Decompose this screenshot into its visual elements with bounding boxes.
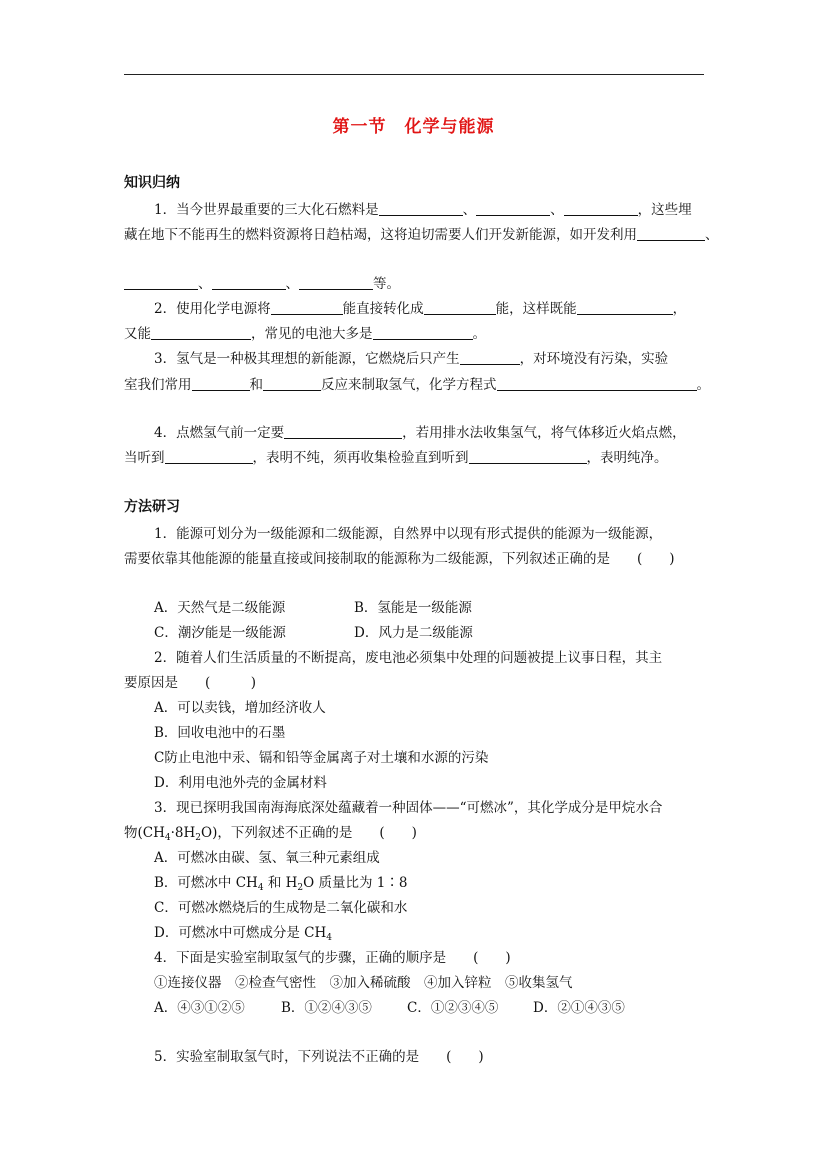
m4-line1: 4．下面是实验室制取氢气的步骤，正确的顺序是 ( )	[154, 950, 511, 966]
q1-text-b: ，这些埋	[637, 202, 692, 218]
m2-option-a: A．可以卖钱，增加经济收人	[154, 700, 326, 716]
m3-formula-sub-2: 2	[195, 833, 201, 843]
m3-optb-sub-2: 2	[297, 883, 304, 893]
m3-option-d	[154, 921, 332, 941]
q4-text-a: 4．点燃氢气前一定要	[154, 425, 285, 441]
m1-option-c: C．潮汐能是一级能源	[154, 625, 286, 641]
q1-line1	[154, 198, 692, 218]
m3-formula-sub-1: 4	[164, 833, 171, 843]
m3-formula-post: O)，下列叙述不正确的是 ( )	[201, 825, 417, 841]
q1-text-a: 1．当今世界最重要的三大化石燃料是	[154, 202, 379, 218]
q1-blank-5	[124, 275, 198, 290]
q2-blank-3	[577, 300, 673, 315]
q3-blank-1	[460, 350, 520, 365]
q2-blank-1	[271, 300, 343, 315]
q3-blank-3	[263, 376, 321, 391]
m3-line1: 3．现已探明我国南海海底深处蕴藏着一种固体——“可燃冰”，其化学成分是甲烷水合	[154, 800, 663, 816]
q1-sep-2: 、	[550, 202, 564, 218]
q3-text-f: 。	[696, 377, 710, 393]
q4-line2	[124, 446, 668, 466]
q1-blank-3	[564, 201, 638, 216]
m1-line1: 1．能源可划分为一级能源和二级能源，自然界中以现有形式提供的能源为一级能源，	[154, 526, 663, 542]
q2-blank-4	[151, 325, 251, 340]
q4-text-c: 当听到	[124, 450, 165, 466]
m3-optd-sub: 4	[326, 933, 332, 943]
m2-line2: 要原因是 ( )	[124, 675, 257, 691]
m3-formula-mid: ·8H	[170, 825, 196, 841]
q2-text-d: ，	[672, 301, 687, 317]
q2-blank-5	[373, 325, 473, 340]
q1-sep-1: 、	[462, 202, 477, 218]
header-rule	[124, 74, 704, 75]
q2-blank-2	[424, 300, 496, 315]
m3-optb-sub-1: 4	[257, 883, 264, 893]
m4-option-c: C．①②③④⑤	[407, 1000, 499, 1016]
q4-line1	[154, 421, 686, 441]
q4-blank-3	[469, 449, 587, 464]
m3-option-c: C．可燃冰燃烧后的生成物是二氧化碳和水	[154, 900, 408, 916]
q1-text-g: 等。	[373, 276, 400, 292]
q2-text-b: 能直接转化成	[342, 301, 424, 317]
q4-text-b: ，若用排水法收集氢气，将气体移近火焰点燃，	[402, 425, 686, 441]
section-heading-knowledge: 知识归纳	[124, 175, 180, 191]
q1-text-f: 、	[285, 276, 299, 292]
m4-option-a: A．④③①②⑤	[154, 1000, 245, 1016]
q3-line1	[154, 347, 668, 367]
m4-option-b: B．①②④③⑤	[281, 1000, 372, 1016]
q4-text-e: ，表明纯净。	[586, 450, 668, 466]
q1-blank-2	[476, 201, 550, 216]
m1-option-b: B．氢能是一级能源	[354, 600, 472, 616]
m1-option-d: D．风力是二级能源	[354, 625, 473, 641]
m2-option-c: C防止电池中汞、镉和铅等金属离子对土壤和水源的污染	[154, 750, 489, 766]
q4-blank-1	[284, 424, 402, 439]
q2-line2	[124, 322, 486, 342]
q2-text-g: 。	[472, 326, 486, 342]
q2-line1	[154, 297, 686, 317]
q2-text-c: 能，这样既能	[495, 301, 577, 317]
q2-text-f: ，常见的电池大多是	[251, 326, 373, 342]
q3-text-c: 室我们常用	[124, 377, 192, 393]
q1-line3	[124, 272, 400, 292]
m4-steps: ①连接仪器 ②检查气密性 ③加入稀硫酸 ④加入锌粒 ⑤收集氢气	[154, 975, 573, 991]
page-title: 第一节 化学与能源	[332, 117, 495, 137]
m4-option-d: D．②①④③⑤	[533, 1000, 625, 1016]
m5-line1: 5．实验室制取氢气时，下列说法不正确的是 ( )	[154, 1049, 484, 1065]
q1-blank-1	[379, 201, 463, 216]
m3-option-a: A．可燃冰由碳、氢、氧三种元素组成	[154, 850, 380, 866]
q3-text-a: 3．氢气是一种极其理想的新能源，它燃烧后只产生	[154, 351, 460, 367]
m2-option-b: B．回收电池中的石墨	[154, 725, 286, 741]
q1-blank-4	[637, 226, 705, 241]
section-heading-methods: 方法研习	[124, 499, 180, 515]
m3-optb-pre: B．可燃冰中 CH	[154, 875, 258, 891]
q3-blank-4	[497, 376, 697, 391]
q2-text-e: 又能	[124, 326, 151, 342]
q1-blank-6	[212, 275, 286, 290]
m3-optb-post: O 质量比为 1∶8	[303, 875, 408, 891]
m1-option-a: A．天然气是二级能源	[154, 600, 286, 616]
q3-text-b: ，对环境没有污染，实验	[519, 351, 669, 367]
q4-text-d: ，表明不纯，须再收集检验直到听到	[252, 450, 469, 466]
q1-text-c: 藏在地下不能再生的燃料资源将日趋枯竭，这将迫切需要人们开发新能源，如开发利用	[124, 227, 637, 243]
q3-line2	[124, 373, 710, 393]
m2-line1: 2．随着人们生活质量的不断提高，废电池必须集中处理的问题被提上议事日程，其主	[154, 650, 663, 666]
q3-text-d: 和	[249, 377, 263, 393]
q1-blank-7	[299, 275, 373, 290]
q1-line2	[124, 223, 719, 243]
q3-blank-2	[192, 376, 250, 391]
m3-option-b	[154, 871, 408, 891]
m3-optb-mid: 和 H	[263, 875, 298, 891]
m1-line2: 需要依靠其他能源的能量直接或间接制取的能源称为二级能源，下列叙述正确的是 ( )	[124, 551, 675, 567]
q1-text-d: 、	[705, 227, 719, 243]
m3-line2	[124, 821, 417, 841]
m3-formula-pre: 物(CH	[124, 825, 165, 841]
q1-text-e: 、	[198, 276, 212, 292]
m2-option-d: D．利用电池外壳的金属材料	[154, 775, 327, 791]
q3-text-e: 反应来制取氢气，化学方程式	[321, 377, 497, 393]
q2-text-a: 2．使用化学电源将	[154, 301, 271, 317]
m3-optd-pre: D．可燃冰中可燃成分是 CH	[154, 925, 327, 941]
q4-blank-2	[165, 449, 253, 464]
